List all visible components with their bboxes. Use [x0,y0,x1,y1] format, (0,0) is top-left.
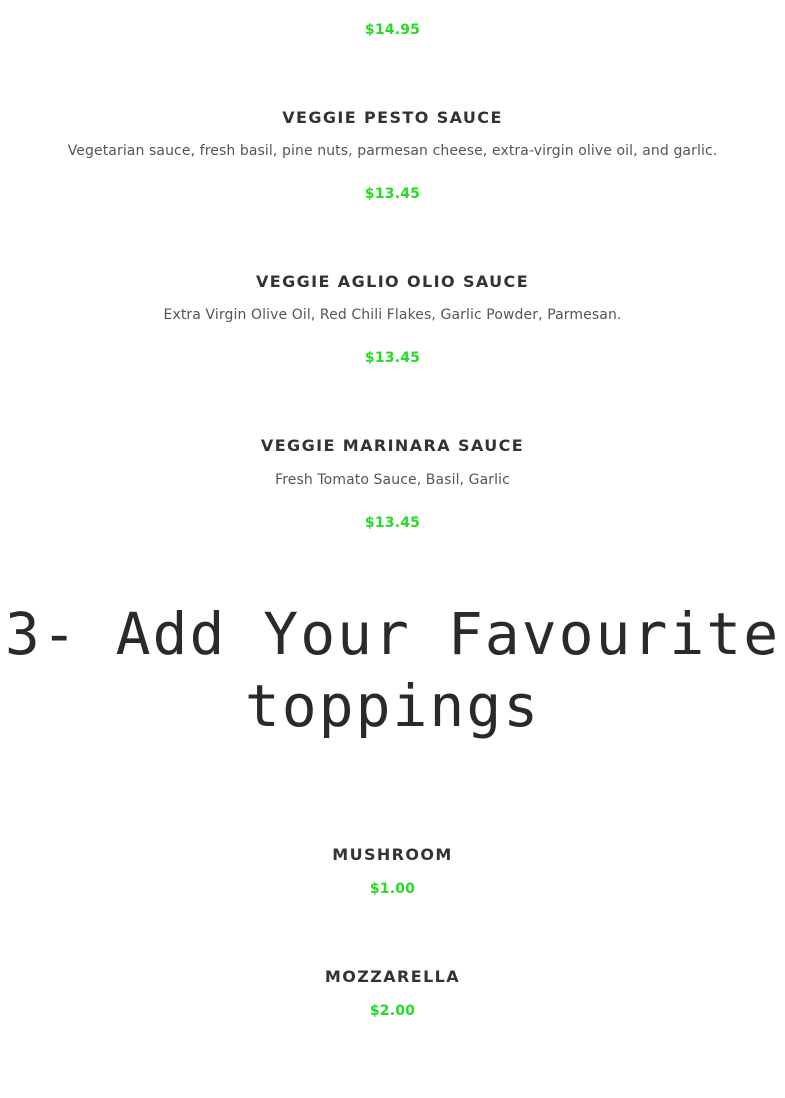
topping-price: $1.00 [369,881,416,897]
topping-price: $2.00 [369,1003,416,1019]
item-title: VEGGIE PESTO SAUCE [282,108,503,127]
topping-title: MOZZARELLA [324,967,461,986]
item-description: Extra Virgin Olive Oil, Red Chili Flakes, Garlic Powder, Parmesan. [163,307,622,323]
item-description: Vegetarian sauce, fresh basil, pine nuts, parmesan cheese, extra-virgin olive oil, and garlic. [67,143,718,159]
topping-title: MUSHROOM [332,845,453,864]
item-title: VEGGIE MARINARA SAUCE [260,436,525,455]
item-price: $13.45 [364,515,421,531]
item-description: Fresh Tomato Sauce, Basil, Garlic [275,472,510,488]
price-top: $14.95 [364,22,421,38]
item-title: VEGGIE AGLIO OLIO SAUCE [255,272,530,291]
section-heading-line1: 3- Add Your Favourite [4,600,781,668]
item-price: $13.45 [364,186,421,202]
item-price: $13.45 [364,350,421,366]
section-heading-line2: toppings [244,672,541,740]
next-topping-cutoff [340,1088,445,1098]
